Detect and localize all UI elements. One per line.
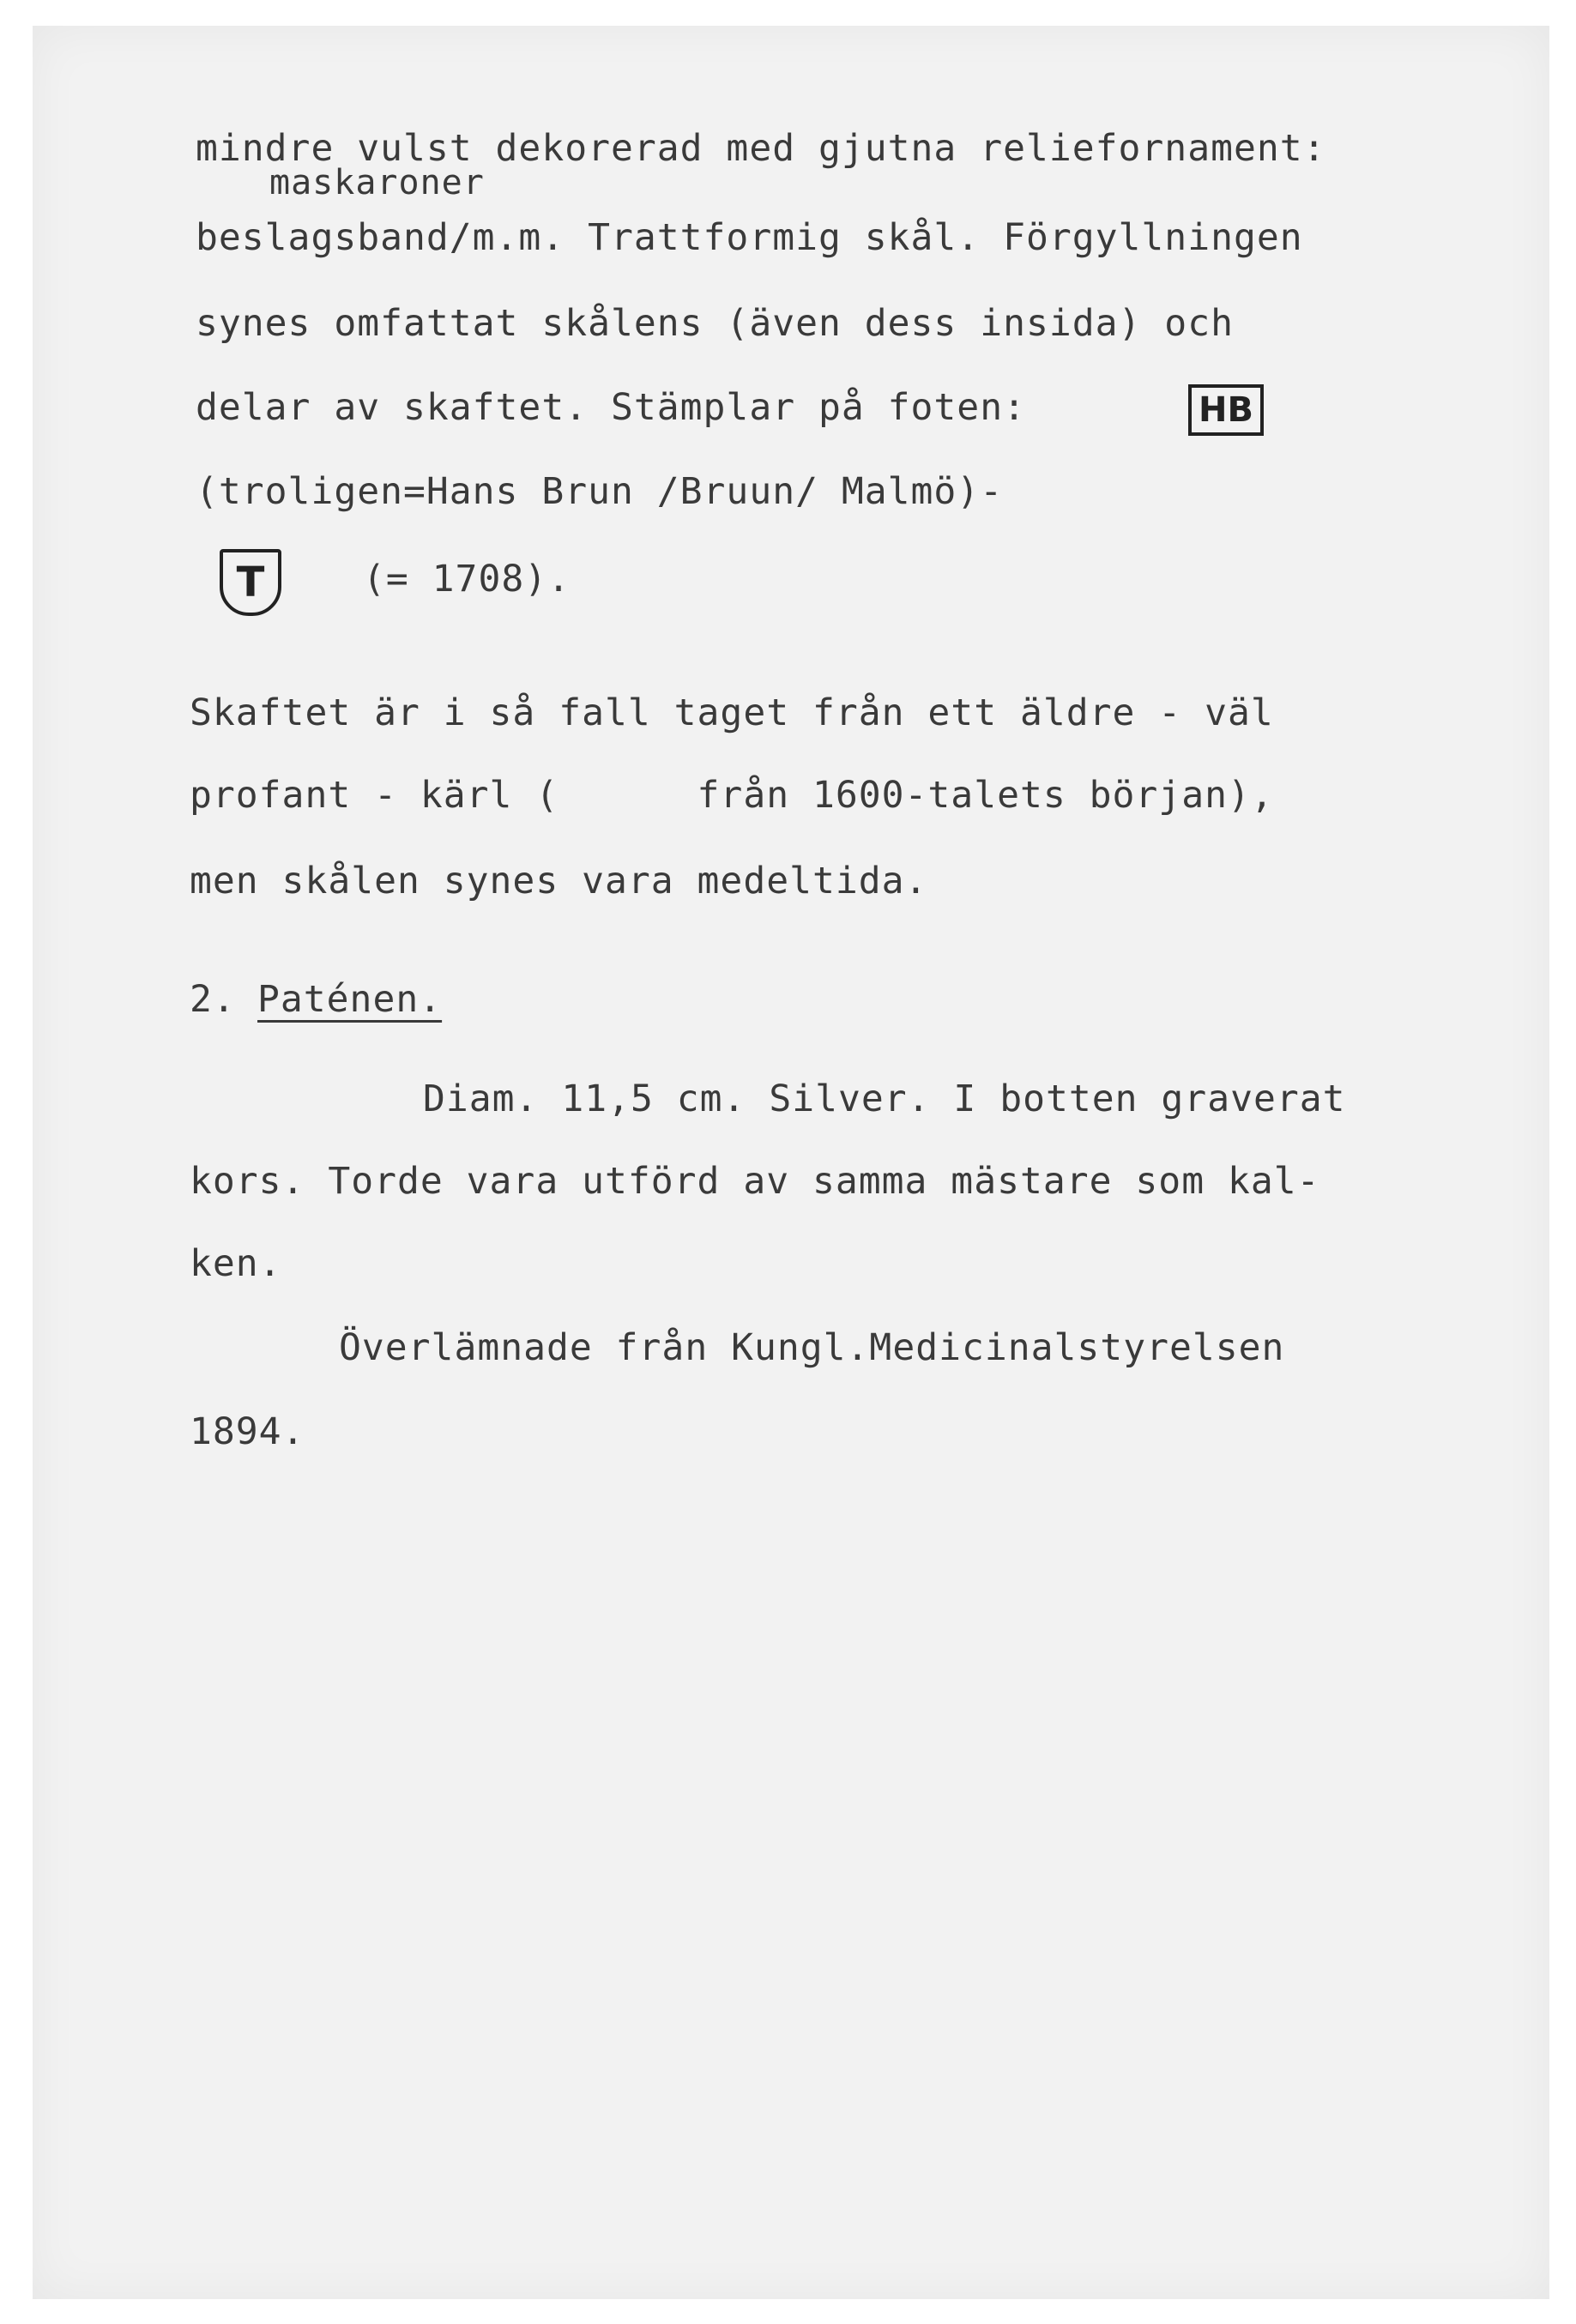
- text-line-4: delar av skaftet. Stämplar på foten:: [196, 386, 1026, 429]
- t-stamp-mark: T: [220, 549, 281, 616]
- text-line-7: Skaftet är i så fall taget från ett äldre - väl: [190, 691, 1274, 734]
- section-number: 2.: [190, 978, 236, 1021]
- text-line-8: profant - kärl ( från 1600-talets början),: [190, 774, 1274, 817]
- section-heading: Paténen.: [257, 978, 443, 1021]
- text-line-12: ken.: [190, 1242, 282, 1285]
- text-line-1: mindre vulst dekorerad med gjutna reliefornament:: [196, 127, 1326, 170]
- text-line-5: (troligen=Hans Brun /Bruun/ Malmö)-: [196, 470, 1004, 513]
- text-line-3: synes omfattat skålens (även dess insida) och: [196, 302, 1234, 345]
- text-line-10: Diam. 11,5 cm. Silver. I botten graverat: [423, 1077, 1346, 1120]
- text-line-14: 1894.: [190, 1410, 305, 1453]
- text-line-6: (= 1708).: [363, 558, 571, 601]
- text-line-9: men skålen synes vara medeltida.: [190, 860, 928, 902]
- text-line-2: beslagsband/m.m. Trattformig skål. Förgyllningen: [196, 216, 1303, 259]
- text-line-13: Överlämnade från Kungl.Medicinalstyrelsen: [339, 1326, 1285, 1369]
- text-line-11: kors. Torde vara utförd av samma mästare som kal-: [190, 1160, 1320, 1203]
- hb-stamp-mark: HB: [1188, 384, 1264, 436]
- document-page: [33, 26, 1549, 2299]
- text-line-interlinear: maskaroner: [269, 163, 485, 202]
